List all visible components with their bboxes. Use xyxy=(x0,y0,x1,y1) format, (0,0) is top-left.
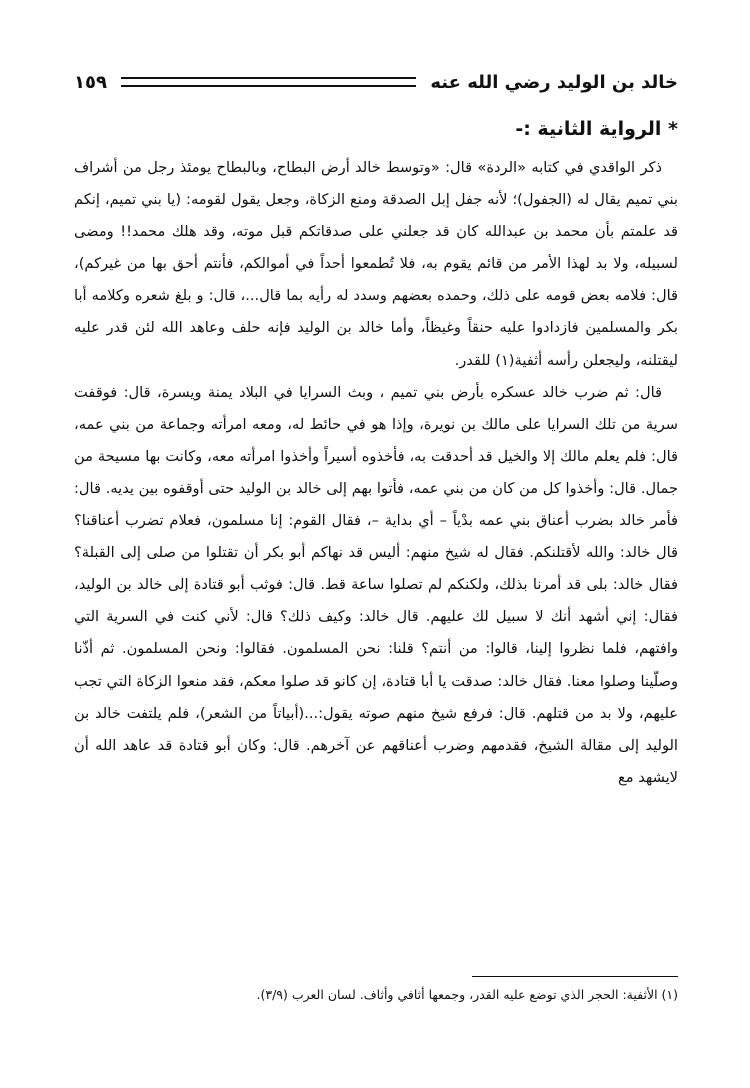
section-heading: * الرواية الثانية :- xyxy=(515,118,678,140)
page-number: ١٥٩ xyxy=(74,71,107,93)
paragraph: ذكر الواقدي في كتابه «الردة» قال: «وتوسط خالد أرض البطاح، وبالبطاح يومئذ رجل من أشراف بني تميم يقال له (الجفول)؛ لأنه جفل إبل الصدقة ومنع الزكاة، وجعل يقول لقومه: (يا بني تميم، إنكم قد علمتم بأن محمد بن عبدالله كان قد جعلني على صدقاتكم قبل موته، وقد هلك محمد!! ومضى لسبيله، ولا بد لهذا الأمر من قائم يقوم به، فلا تُطمعوا أحداً في أموالكم، فأنتم أحق بها من غيركم)، قال: فلامه بعض قومه على ذلك، وحمده بعضهم وسدد له رأيه بما قال...، قال: و بلغ شعره وكلامه أبا بكر والمسلمين فازدادوا عليه حنقاً وغيظاً، وأما خالد بن الوليد فإنه حلف وعاهد الله لئن قدر عليه ليقتلنه، وليجعلن رأسه أثفية(١) للقدر. xyxy=(74,159,678,369)
running-title: خالد بن الوليد رضي الله عنه xyxy=(430,71,678,93)
header-double-rule xyxy=(121,77,416,87)
body-text xyxy=(74,152,678,794)
footnote: (١) الأثفية: الحجر الذي توضع عليه القدر، وجمعها أثافي وأثاف. لسان العرب (٣/٩). xyxy=(256,987,678,1002)
footnote-separator xyxy=(472,976,678,977)
running-header xyxy=(74,62,678,102)
paragraph: قال: ثم ضرب خالد عسكره بأرض بني تميم ، وبث السرايا في البلاد يمنة ويسرة، قال: فوقفت سرية من تلك السرايا على مالك بن نويرة، وإذا هو في حائط له، ومعه امرأته وجماعة من بني عمه، قال: فلم يعلم مالك إلا والخيل قد أحدقت به، فأخذوه أسيراً وأخذوا امرأته معه، وكانت بها مسيحة من جمال. قال: وأخذوا كل من كان من بني عمه، فأتوا بهم إلى خالد بن الوليد حتى أوقفوه بين يديه. قال: فأمر خالد بضرب أعناق بني عمه بدْياً – أي بداية –، فقال القوم: إنا مسلمون، فعلام تضرب أعناقنا؟ قال خالد: والله لأقتلنكم. فقال له شيخ منهم: أليس قد نهاكم أبو بكر أن تقتلوا من صلى إلى القبلة؟ فقال خالد: بلى قد أمرنا بذلك، ولكنكم لم تصلوا ساعة قط. قال: فوثب أبو قتادة إلى خالد بن الوليد، فقال: إني أشهد أنك لا سبيل لك عليهم. قال خالد: وكيف ذلك؟ قال: لأني كنت في السرية التي وافتهم، فلما نظروا إلينا، قالوا: من أنتم؟ قلنا: نحن المسلمون. فقالوا: ونحن المسلمون. ثم أذّنا وصلّينا وصلوا معنا. فقال خالد: صدقت يا أبا قتادة، إن كانو قد صلوا معكم، فقد منعوا الزكاة التي تجب عليهم، ولا بد من قتلهم. قال: فرفع شيخ منهم صوته يقول:...(أبياتاً من الشعر)، فلم يلتفت خالد بن الوليد إلى مقالة الشيخ، فقدمهم وضرب أعناقهم عن آخرهم. قال: وكان أبو قتادة قد عاهد الله أن لايشهد مع xyxy=(74,383,678,786)
